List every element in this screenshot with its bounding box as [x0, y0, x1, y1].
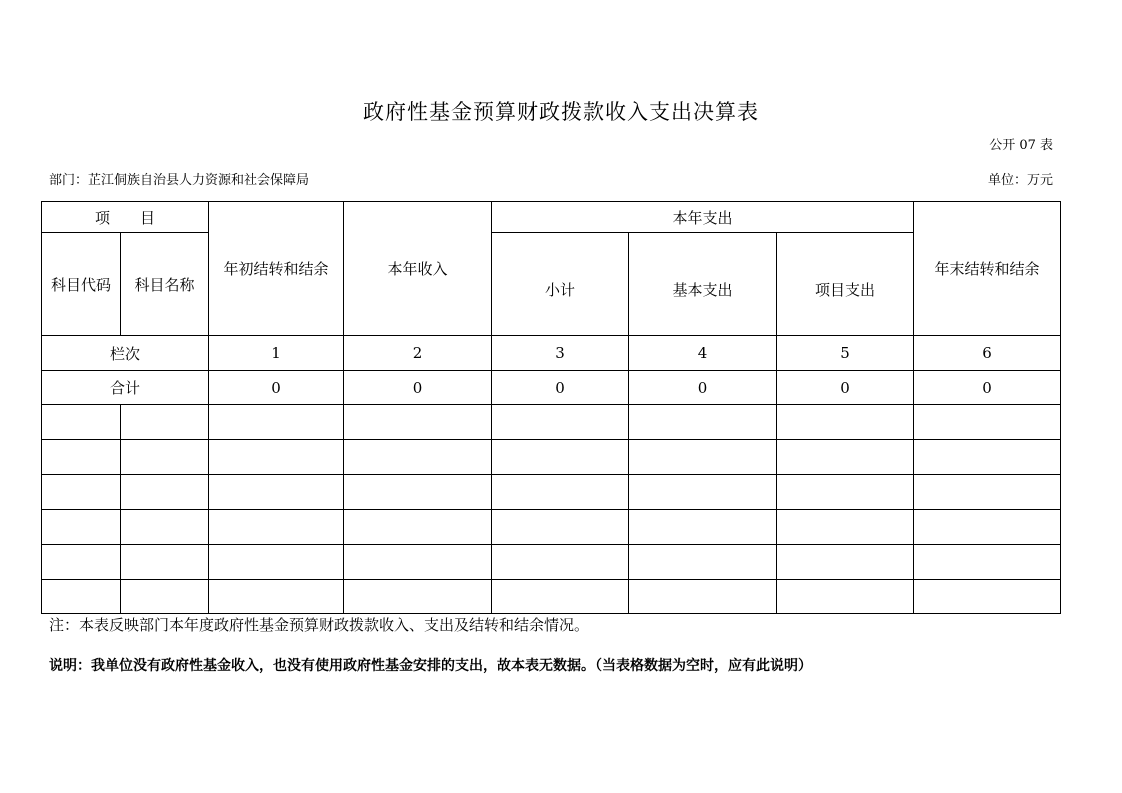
table-row [42, 475, 1061, 510]
header-item: 项 目 [42, 202, 209, 233]
table-cell [914, 405, 1061, 440]
header-name: 科目名称 [121, 233, 209, 336]
total-label: 合计 [42, 371, 209, 405]
department-label: 部门：芷江侗族自治县人力资源和社会保障局 [49, 173, 310, 188]
table-cell [209, 475, 344, 510]
table-cell [209, 580, 344, 614]
table-cell [121, 580, 209, 614]
page-title: 政府性基金预算财政拨款收入支出决算表 [363, 100, 759, 124]
table-cell [629, 405, 777, 440]
table-cell [42, 475, 121, 510]
table-cell [344, 580, 492, 614]
budget-table [41, 201, 1061, 614]
table-row [42, 580, 1061, 614]
table-cell [629, 580, 777, 614]
table-cell [42, 405, 121, 440]
table-cell [914, 510, 1061, 545]
header-basic: 基本支出 [629, 233, 777, 336]
table-cell [344, 510, 492, 545]
table-row [42, 545, 1061, 580]
table-cell [914, 475, 1061, 510]
table-cell [209, 545, 344, 580]
table-cell [42, 580, 121, 614]
header-subtotal: 小计 [492, 233, 629, 336]
table-row [42, 510, 1061, 545]
total-cell: 0 [344, 371, 492, 405]
column-index-row [42, 336, 1061, 371]
total-cell: 0 [777, 371, 914, 405]
table-cell [914, 545, 1061, 580]
table-cell [629, 440, 777, 475]
explanation-text: 说明：我单位没有政府性基金收入，也没有使用政府性基金安排的支出，故本表无数据。（当表格数据为空时，应有此说明） [49, 658, 812, 674]
column-index-cell: 1 [209, 336, 344, 371]
table-row [42, 440, 1061, 475]
table-cell [492, 405, 629, 440]
table-cell [777, 510, 914, 545]
column-index-label: 栏次 [42, 336, 209, 371]
table-cell [42, 440, 121, 475]
table-note: 注：本表反映部门本年度政府性基金预算财政拨款收入、支出及结转和结余情况。 [49, 616, 590, 634]
table-cell [914, 440, 1061, 475]
column-index-cell: 6 [914, 336, 1061, 371]
table-cell [121, 510, 209, 545]
header-opening-balance: 年初结转和结余 [209, 202, 344, 336]
header-project: 项目支出 [777, 233, 914, 336]
total-cell: 0 [209, 371, 344, 405]
table-cell [121, 475, 209, 510]
header-income: 本年收入 [344, 202, 492, 336]
table-cell [914, 580, 1061, 614]
unit-label: 单位：万元 [987, 173, 1053, 188]
table-cell [777, 545, 914, 580]
total-row [42, 371, 1061, 405]
total-cell: 0 [914, 371, 1061, 405]
table-cell [209, 440, 344, 475]
total-cell: 0 [492, 371, 629, 405]
table-cell [777, 440, 914, 475]
header-code: 科目代码 [42, 233, 121, 336]
table-cell [121, 405, 209, 440]
table-cell [121, 545, 209, 580]
header-closing-balance: 年末结转和结余 [914, 202, 1061, 336]
table-cell [777, 580, 914, 614]
table-cell [344, 475, 492, 510]
column-index-cell: 4 [629, 336, 777, 371]
table-cell [209, 510, 344, 545]
column-index-cell: 3 [492, 336, 629, 371]
table-cell [492, 475, 629, 510]
table-cell [629, 510, 777, 545]
column-index-cell: 5 [777, 336, 914, 371]
table-cell [492, 580, 629, 614]
total-cell: 0 [629, 371, 777, 405]
header-expenditure-group: 本年支出 [492, 202, 914, 233]
table-cell [344, 405, 492, 440]
table-cell [42, 545, 121, 580]
table-cell [344, 440, 492, 475]
table-cell [209, 405, 344, 440]
column-index-cell: 2 [344, 336, 492, 371]
table-cell [344, 545, 492, 580]
table-cell [492, 510, 629, 545]
table-row [42, 405, 1061, 440]
table-cell [777, 475, 914, 510]
table-cell [42, 510, 121, 545]
table-cell [629, 545, 777, 580]
table-cell [121, 440, 209, 475]
table-cell [492, 440, 629, 475]
table-cell [492, 545, 629, 580]
table-cell [777, 405, 914, 440]
form-number: 公开 07 表 [989, 138, 1053, 153]
table-cell [629, 475, 777, 510]
